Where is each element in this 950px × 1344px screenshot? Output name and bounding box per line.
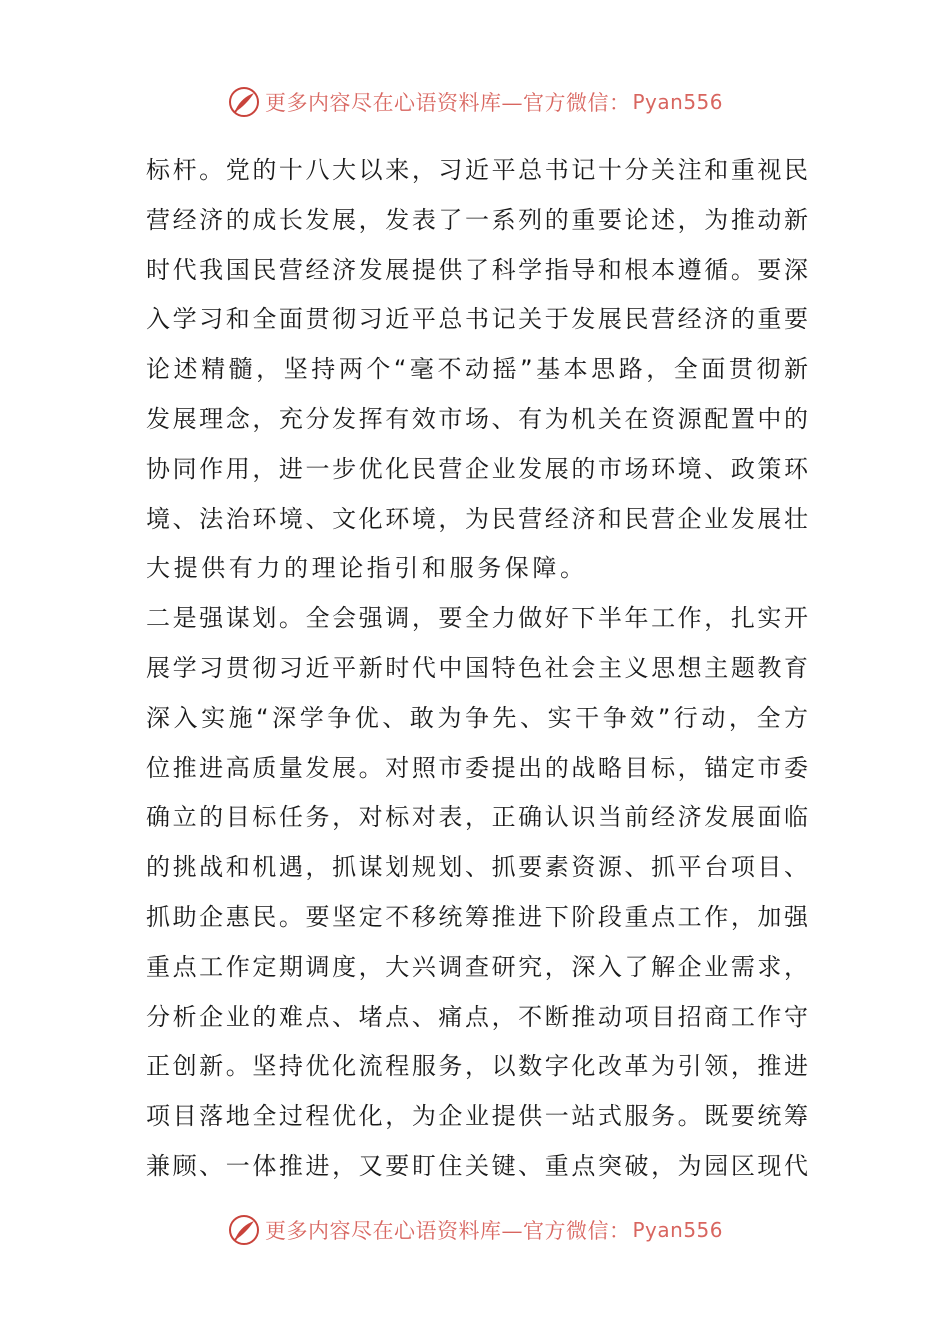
header-watermark: [0, 82, 950, 122]
text-line: 分析企业的难点、堵点、痛点，不断推动项目招商工作守: [146, 1002, 808, 1031]
footer-watermark: [0, 1210, 950, 1250]
text-line: 二是强谋划。全会强调，要全力做好下半年工作，扎实开: [146, 604, 808, 633]
text-line: 境、法治环境、文化环境，为民营经济和民营企业发展壮: [146, 504, 808, 533]
text-line: 位推进高质量发展。对照市委提出的战略目标，锚定市委: [146, 753, 808, 782]
text-line: 时代我国民营经济发展提供了科学指导和根本遵循。要深: [146, 255, 808, 284]
text-line: 项目落地全过程优化，为企业提供一站式服务。既要统筹: [146, 1102, 808, 1131]
text-line: 营经济的成长发展，发表了一系列的重要论述，为推动新: [146, 205, 808, 234]
text-line: 抓助企惠民。要坚定不移统筹推进下阶段重点工作，加强: [146, 902, 808, 931]
pen-logo-icon: [227, 85, 261, 119]
text-line: 展学习贯彻习近平新时代中国特色社会主义思想主题教育: [146, 653, 808, 682]
text-line: 发展理念，充分发挥有效市场、有为机关在资源配置中的: [146, 404, 808, 433]
text-line: 正创新。坚持优化流程服务，以数字化改革为引领，推进: [146, 1052, 808, 1081]
text-line: 论述精髓，坚持两个“毫不动摇”基本思路，全面贯彻新: [146, 355, 808, 384]
watermark-text: 更多内容尽在心语资料库—官方微信：: [264, 1219, 631, 1243]
paragraph: [146, 594, 808, 1192]
text-line: 入学习和全面贯彻习近平总书记关于发展民营经济的重要: [146, 305, 808, 334]
text-line: 大提供有力的理论指引和服务保障。: [146, 554, 588, 583]
pen-logo-icon: [227, 1213, 261, 1247]
watermark-handle: Pyan556: [632, 1218, 723, 1242]
watermark-text: 更多内容尽在心语资料库—官方微信：: [264, 91, 631, 115]
text-line: 的挑战和机遇，抓谋划规划、抓要素资源、抓平台项目、: [146, 853, 808, 882]
text-line: 深入实施“深学争优、敢为争先、实干争效”行动，全方: [146, 703, 808, 732]
text-line: 确立的目标任务，对标对表，正确认识当前经济发展面临: [146, 803, 808, 832]
text-line: 协同作用，进一步优化民营企业发展的市场环境、政策环: [146, 454, 808, 483]
watermark-handle: Pyan556: [632, 90, 723, 114]
text-line: 标杆。党的十八大以来，习近平总书记十分关注和重视民: [146, 156, 808, 184]
document-body: [146, 146, 808, 1192]
text-line: 重点工作定期调度，大兴调查研究，深入了解企业需求，: [146, 952, 808, 981]
paragraph: [146, 146, 808, 594]
text-line: 兼顾、一体推进，又要盯住关键、重点突破，为园区现代: [146, 1151, 808, 1180]
